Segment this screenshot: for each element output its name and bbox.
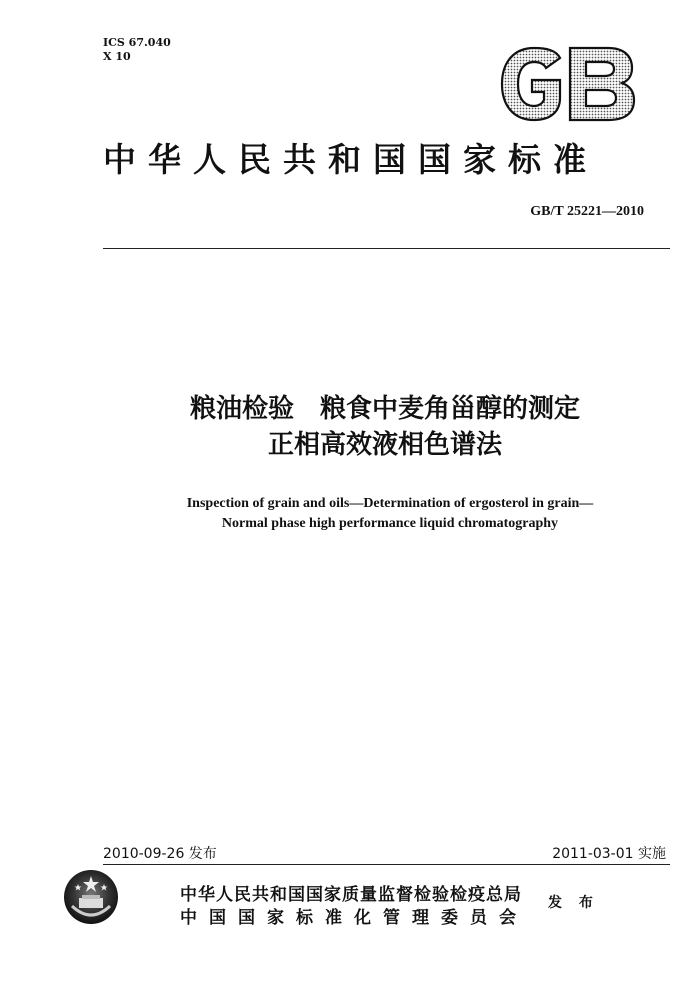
standard-number: GB/T 25221—2010 [530,204,644,219]
publish-label: 发 布 [548,895,599,911]
chinese-title-line-2: 正相高效液相色谱法 [267,430,502,460]
issuer-line-1: 中华人民共和国国家质量监督检验检疫总局 [180,885,522,905]
bottom-divider [103,864,670,865]
issuer-line-2: 中国国家标准化管理委员会 [180,908,528,928]
issue-date: 2010-09-26 发布 [103,846,217,862]
implementation-date: 2011-03-01 实施 [552,846,666,862]
english-title-line-1: Inspection of grain and oils—Determination of ergosterol in grain— [186,496,594,511]
ccs-code: X 10 [103,50,131,63]
english-title-line-2: Normal phase high performance liquid chromatography [221,516,559,531]
chinese-title-line-1: 粮油检验 粮食中麦角甾醇的测定 [189,394,580,424]
ics-code: ICS 67.040 [103,36,171,49]
national-emblem-icon [62,868,120,926]
classification-codes [103,36,171,64]
national-standard-title: 中华人民共和国国家标准 [103,140,598,179]
gb-logo [498,44,638,124]
top-divider [103,248,670,249]
